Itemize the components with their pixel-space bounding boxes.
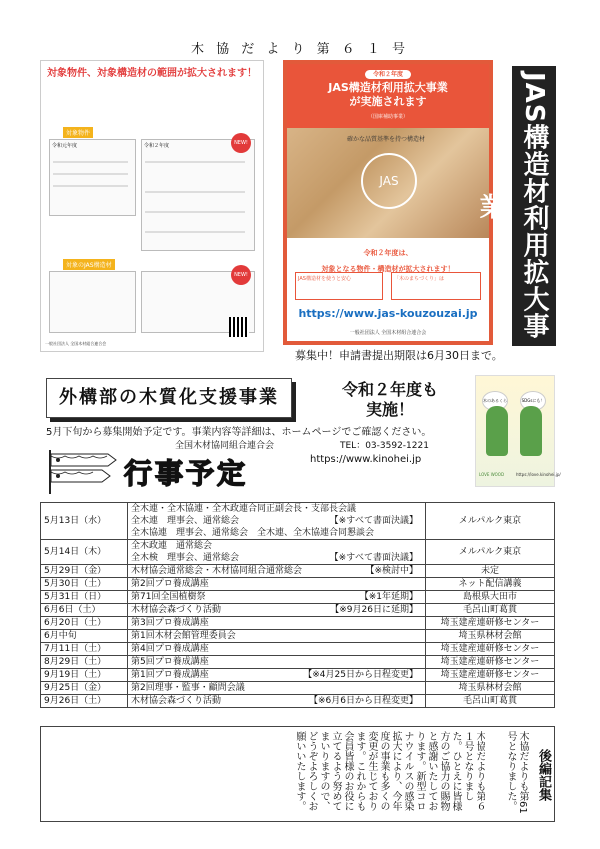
strip-line1: 令和２年度は、 bbox=[363, 249, 413, 257]
event-line bbox=[131, 617, 422, 629]
event-line-text: 全木協連 理事会、通常総会 全木連、全木協連合同懇談会 bbox=[131, 528, 375, 538]
event-line bbox=[131, 503, 422, 515]
strip-line2: 対象となる物件・構造材が拡大されます！ bbox=[321, 265, 455, 273]
qr-code-icon bbox=[229, 317, 249, 337]
reiwa-line1: 令和２年度も bbox=[341, 380, 438, 399]
event-line bbox=[131, 565, 422, 577]
event-line-text: 第1回プロ養成講座 bbox=[131, 670, 209, 680]
event-date: 6月20日（土） bbox=[41, 617, 128, 630]
mascot-logo: LOVE WOOD bbox=[479, 472, 505, 477]
table-row bbox=[41, 617, 555, 630]
event-line-note bbox=[418, 656, 422, 668]
editorial-body: 木協だよりも第６１号となりました。ひとえに皆様方のご協力の賜物と感謝いたしております。新型コロナウイルスの感染拡大により、今年度の事業も多くの変更が生じております。これからも会員皆様のお役に立てるよう努めてまいりますので、どうぞよろしくお願いいたします。 bbox=[294, 731, 485, 811]
gaiko-org: 全国木材協同組合連合会 bbox=[175, 441, 275, 451]
flyer1-prev-label: 令和元年度 bbox=[52, 143, 78, 149]
event-place: ネット配信講義 bbox=[426, 578, 555, 591]
flyer2-title-line2: が実施されます bbox=[349, 95, 427, 108]
table-row bbox=[41, 578, 555, 591]
table-row bbox=[41, 630, 555, 643]
event-place: 埼玉県林材会館 bbox=[426, 630, 555, 643]
event-date: 5月13日（水） bbox=[41, 503, 128, 540]
event-title bbox=[128, 630, 426, 643]
event-date: 6月6日（土） bbox=[41, 604, 128, 617]
events-heading: 行事予定 bbox=[124, 457, 249, 490]
table-row bbox=[41, 682, 555, 695]
event-place: 埼玉建産連研修センター bbox=[426, 617, 555, 630]
flyer1-tag-property: 対象物件 bbox=[63, 127, 93, 138]
event-line-note bbox=[418, 540, 422, 552]
event-line bbox=[131, 540, 422, 552]
event-place: 島根県大田市 bbox=[426, 591, 555, 604]
event-date: 9月19日（土） bbox=[41, 669, 128, 682]
flyer2-box-left: JAS構造材を使うと安心 bbox=[295, 272, 383, 300]
event-line-text: 全木検 理事会、通常総会 bbox=[131, 553, 240, 563]
event-place: メルパルク東京 bbox=[426, 503, 555, 540]
event-date: 9月26日（土） bbox=[41, 695, 128, 708]
table-row bbox=[41, 565, 555, 578]
flyer1-footer: 一般社団法人 全国木材組合連合会 bbox=[45, 341, 107, 346]
divider bbox=[145, 231, 245, 233]
event-title bbox=[128, 695, 426, 708]
flyer1-new-box bbox=[141, 139, 255, 251]
event-place: 毛呂山町葛貫 bbox=[426, 695, 555, 708]
event-line-note bbox=[418, 617, 422, 629]
event-line-text: 全木連・全木協連・全木政連合同正副会長・支部長会議 bbox=[131, 504, 357, 514]
event-line-text: 第2回プロ養成講座 bbox=[131, 579, 209, 589]
vertical-title: JAS構造材利用拡大事業 bbox=[512, 66, 556, 346]
event-line-note: 【※4月25日から日程変更】 bbox=[303, 670, 418, 680]
flyer1-prev-box bbox=[49, 139, 136, 216]
event-line bbox=[131, 630, 422, 642]
event-line bbox=[131, 695, 422, 707]
event-line-text: 第71回全国植樹祭 bbox=[131, 592, 206, 602]
event-line bbox=[131, 515, 422, 527]
event-line-note: 【※すべて書面決議】 bbox=[329, 553, 418, 563]
gaiko-title: 外構部の木質化支援事業 bbox=[46, 378, 292, 418]
flyer-target-expansion bbox=[40, 60, 264, 352]
event-title bbox=[128, 604, 426, 617]
event-line-text: 木材協会森づくり活動 bbox=[131, 696, 222, 706]
event-line bbox=[131, 552, 422, 564]
editorial-note bbox=[40, 726, 555, 822]
event-title bbox=[128, 503, 426, 540]
divider bbox=[53, 185, 128, 187]
divider bbox=[53, 161, 128, 163]
mascot-bubble1: 木のあるくら bbox=[482, 391, 508, 411]
event-line bbox=[131, 643, 422, 655]
event-line-note bbox=[418, 630, 422, 642]
event-date: 5月14日（木） bbox=[41, 540, 128, 565]
event-line bbox=[131, 527, 422, 539]
event-title bbox=[128, 565, 426, 578]
event-line bbox=[131, 656, 422, 668]
events-table bbox=[40, 502, 555, 708]
event-place: 埼玉県林材会館 bbox=[426, 682, 555, 695]
event-date: 7月11日（土） bbox=[41, 643, 128, 656]
photo-caption: 確かな品質基準を持つ構造材 bbox=[347, 136, 426, 143]
event-line bbox=[131, 604, 422, 616]
event-line-text: 第3回プロ養成講座 bbox=[131, 618, 209, 628]
editorial-label: 後編記集 bbox=[536, 749, 551, 801]
event-line-note: 【※9月26日に延期】 bbox=[330, 605, 418, 615]
flyer2-box-right: 「木のまちづくり」は bbox=[391, 272, 481, 300]
event-date: 5月30日（土） bbox=[41, 578, 128, 591]
event-place: 毛呂山町葛貫 bbox=[426, 604, 555, 617]
event-place: 未定 bbox=[426, 565, 555, 578]
divider bbox=[145, 161, 245, 163]
recruit-notice: 募集中！申請書提出期限は6月30日まで。 bbox=[295, 349, 503, 362]
flyer2-description: JAS構造材を利用する建築物の実証事業に対して、調達費の一部が助成されます。 bbox=[296, 285, 480, 291]
event-title bbox=[128, 578, 426, 591]
divider bbox=[145, 191, 245, 193]
event-title bbox=[128, 643, 426, 656]
gaiko-info: 5月下旬から募集開始予定です。事業内容等詳細は、ホームページでご確認ください。 bbox=[46, 427, 432, 438]
event-line-note: 【※1年延期】 bbox=[359, 592, 418, 602]
event-line-note bbox=[418, 503, 422, 515]
event-line bbox=[131, 669, 422, 681]
event-title bbox=[128, 540, 426, 565]
divider bbox=[145, 211, 245, 213]
reiwa-notice bbox=[310, 380, 470, 420]
event-title bbox=[128, 656, 426, 669]
event-place: 埼玉建産連研修センター bbox=[426, 669, 555, 682]
event-line-text: 全木政連 通常総会 bbox=[131, 541, 213, 551]
flyer1-new-label: 令和２年度 bbox=[144, 143, 170, 149]
event-line-note bbox=[418, 527, 422, 539]
table-row bbox=[41, 695, 555, 708]
event-line-text: 第5回プロ養成講座 bbox=[131, 657, 209, 667]
event-line bbox=[131, 578, 422, 590]
mascot-character-icon bbox=[486, 406, 508, 456]
mascot-image bbox=[475, 375, 561, 487]
editorial-side: 木協だよりも第61号となりました。 bbox=[505, 731, 528, 814]
gaiko-tel: TEL：03-3592-1221 bbox=[340, 441, 429, 451]
flyer2-expansion-strip bbox=[287, 238, 489, 274]
table-row bbox=[41, 643, 555, 656]
new-badge-icon: NEW! bbox=[231, 133, 251, 153]
event-title bbox=[128, 669, 426, 682]
flyer1-tag-material: 対象のJAS構造材 bbox=[63, 259, 115, 270]
event-line-text: 第1回木材会館管理委員会 bbox=[131, 631, 236, 641]
event-date: 8月29日（土） bbox=[41, 656, 128, 669]
new-badge-icon: NEW! bbox=[231, 265, 251, 285]
flyer2-year-pill: 令和２年度 bbox=[365, 70, 411, 79]
event-title bbox=[128, 682, 426, 695]
event-date: 5月31日（日） bbox=[41, 591, 128, 604]
flyer2-title-line1: JAS構造材利用拡大事業 bbox=[328, 81, 448, 94]
mascot-url: https://love.kinohei.jp/ bbox=[516, 472, 561, 477]
flyer2-org: 一般社団法人 全国木材組合連合会 bbox=[349, 330, 427, 336]
event-line-text: 木材協会森づくり活動 bbox=[131, 605, 222, 615]
event-date: 6月中旬 bbox=[41, 630, 128, 643]
flyer1-title: 対象物件、対象構造材の範囲が拡大されます！ bbox=[47, 68, 257, 79]
event-line bbox=[131, 682, 422, 694]
table-row bbox=[41, 591, 555, 604]
event-line-text: 第2回理事・監事・顧問会議 bbox=[131, 683, 245, 693]
event-place: 埼玉建産連研修センター bbox=[426, 656, 555, 669]
event-line-text: 全木連 理事会、通常総会 bbox=[131, 516, 240, 526]
flyer2-url[interactable]: https://www.jas-kouzouzai.jp bbox=[298, 307, 478, 320]
jas-logo-icon: JAS bbox=[361, 153, 417, 209]
gaiko-web[interactable]: https://www.kinohei.jp bbox=[310, 454, 422, 465]
table-row bbox=[41, 540, 555, 565]
newsletter-header: 木 協 だ よ り 第 ６ １ 号 bbox=[190, 42, 410, 57]
event-place: メルパルク東京 bbox=[426, 540, 555, 565]
event-title bbox=[128, 617, 426, 630]
event-title bbox=[128, 591, 426, 604]
mascot-bubble2: SDGsにも！ bbox=[520, 391, 546, 411]
event-date: 9月25日（金） bbox=[41, 682, 128, 695]
table-row bbox=[41, 503, 555, 540]
flyer2-subsidy-note: （国庫補助事業） bbox=[367, 114, 408, 120]
event-line-note bbox=[418, 578, 422, 590]
koinobori-icon bbox=[46, 448, 118, 494]
mascot-character-icon bbox=[520, 406, 542, 456]
event-line-note: 【※検討中】 bbox=[365, 566, 418, 576]
event-line-text: 木材協会通常総会・木材協同組合通常総会 bbox=[131, 566, 303, 576]
flyer1-material-prev bbox=[49, 271, 136, 333]
event-line-note bbox=[418, 643, 422, 655]
event-line bbox=[131, 591, 422, 603]
reiwa-line2: 実施！ bbox=[365, 400, 414, 419]
event-line-note bbox=[418, 682, 422, 694]
divider bbox=[53, 173, 128, 175]
flyer-jas-program bbox=[283, 60, 493, 345]
event-date: 5月29日（金） bbox=[41, 565, 128, 578]
event-place: 埼玉建産連研修センター bbox=[426, 643, 555, 656]
table-row bbox=[41, 656, 555, 669]
table-row bbox=[41, 604, 555, 617]
flyer2-title bbox=[287, 81, 489, 109]
event-line-text: 第4回プロ養成講座 bbox=[131, 644, 209, 654]
table-row bbox=[41, 669, 555, 682]
event-line-note: 【※6月6日から日程変更】 bbox=[309, 696, 418, 706]
event-line-note: 【※すべて書面決議】 bbox=[329, 516, 418, 526]
